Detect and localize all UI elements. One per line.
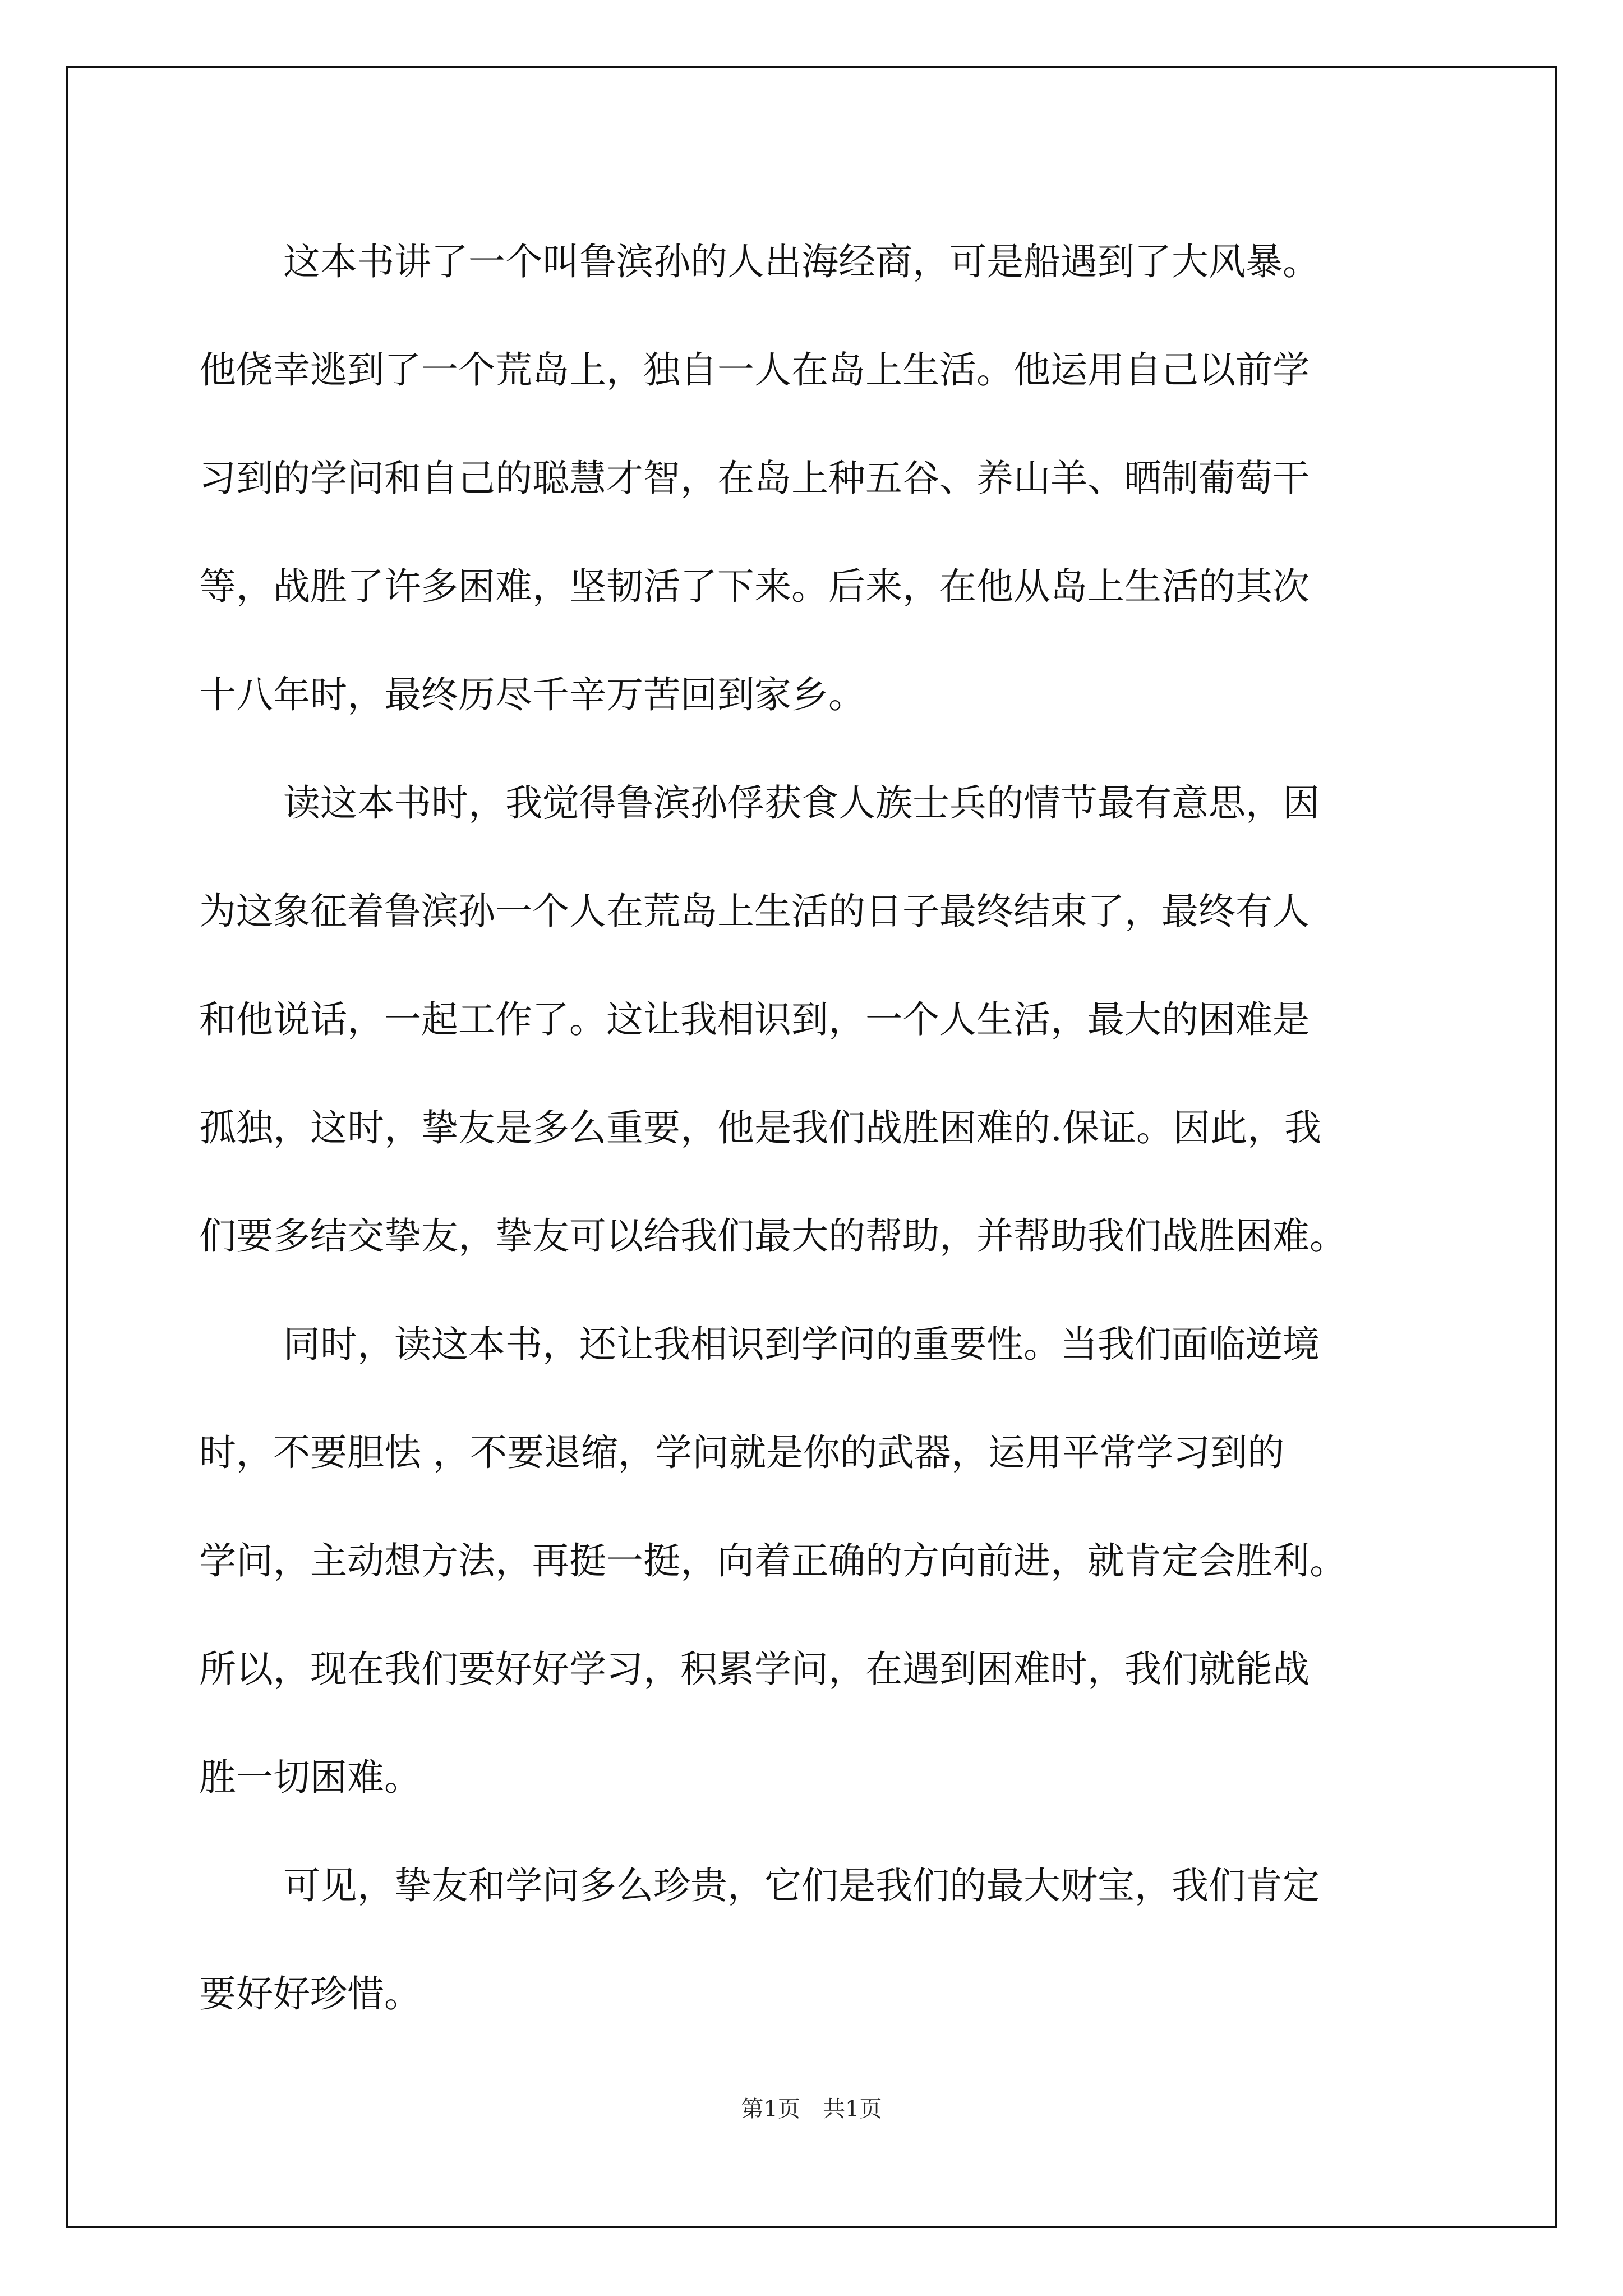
text-line: 时，不要胆怯 ，不要退缩，学问就是你的武器，运用平常学习到的 — [199, 1431, 1284, 1474]
text-line: 学问，主动想方法，再挺一挺，向着正确的方向前进，就肯定会胜利。 — [199, 1539, 1347, 1582]
text-line: 他侥幸逃到了一个荒岛上，独自一人在岛上生活。他运用自己以前学 — [199, 348, 1310, 392]
text-line: 所以，现在我们要好好学习，积累学问，在遇到困难时，我们就能战 — [199, 1648, 1310, 1691]
text-line: 可见，挚友和学问多么珍贵，它们是我们的最大财宝，我们肯定 — [283, 1864, 1320, 1907]
text-line: 习到的学问和自己的聪慧才智，在岛上种五谷、养山羊、晒制葡萄干 — [199, 457, 1310, 500]
paragraph-2 — [199, 749, 1433, 1290]
paragraph-4 — [199, 1832, 1433, 2048]
text-line: 们要多结交挚友，挚友可以给我们最大的帮助，并帮助我们战胜困难。 — [199, 1214, 1347, 1258]
document-body — [199, 208, 1433, 2048]
paragraph-1 — [199, 208, 1433, 749]
text-line: 同时，读这本书，还让我相识到学问的重要性。当我们面临逆境 — [283, 1323, 1320, 1366]
text-line: 孤独，这时，挚友是多么重要，他是我们战胜困难的.保证。因此，我 — [199, 1106, 1321, 1149]
text-line: 十八年时，最终历尽千辛万苦回到家乡。 — [199, 673, 865, 716]
page-total: 共1页 — [823, 2096, 882, 2122]
text-line: 和他说话，一起工作了。这让我相识到，一个人生活，最大的困难是 — [199, 998, 1310, 1041]
page-number: 第1页 — [741, 2096, 800, 2122]
text-line: 为这象征着鲁滨孙一个人在荒岛上生活的日子最终结束了，最终有人 — [199, 890, 1310, 933]
text-line: 等，战胜了许多困难，坚韧活了下来。后来，在他从岛上生活的其次 — [199, 565, 1310, 608]
page-footer — [0, 2091, 1623, 2123]
paragraph-3 — [199, 1290, 1433, 1832]
text-line: 读这本书时，我觉得鲁滨孙俘获食人族士兵的情节最有意思，因 — [283, 781, 1320, 825]
text-line: 要好好珍惜。 — [199, 1972, 421, 2016]
text-line: 胜一切困难。 — [199, 1756, 421, 1799]
text-line: 这本书讲了一个叫鲁滨孙的人出海经商，可是船遇到了大风暴。 — [283, 240, 1320, 283]
